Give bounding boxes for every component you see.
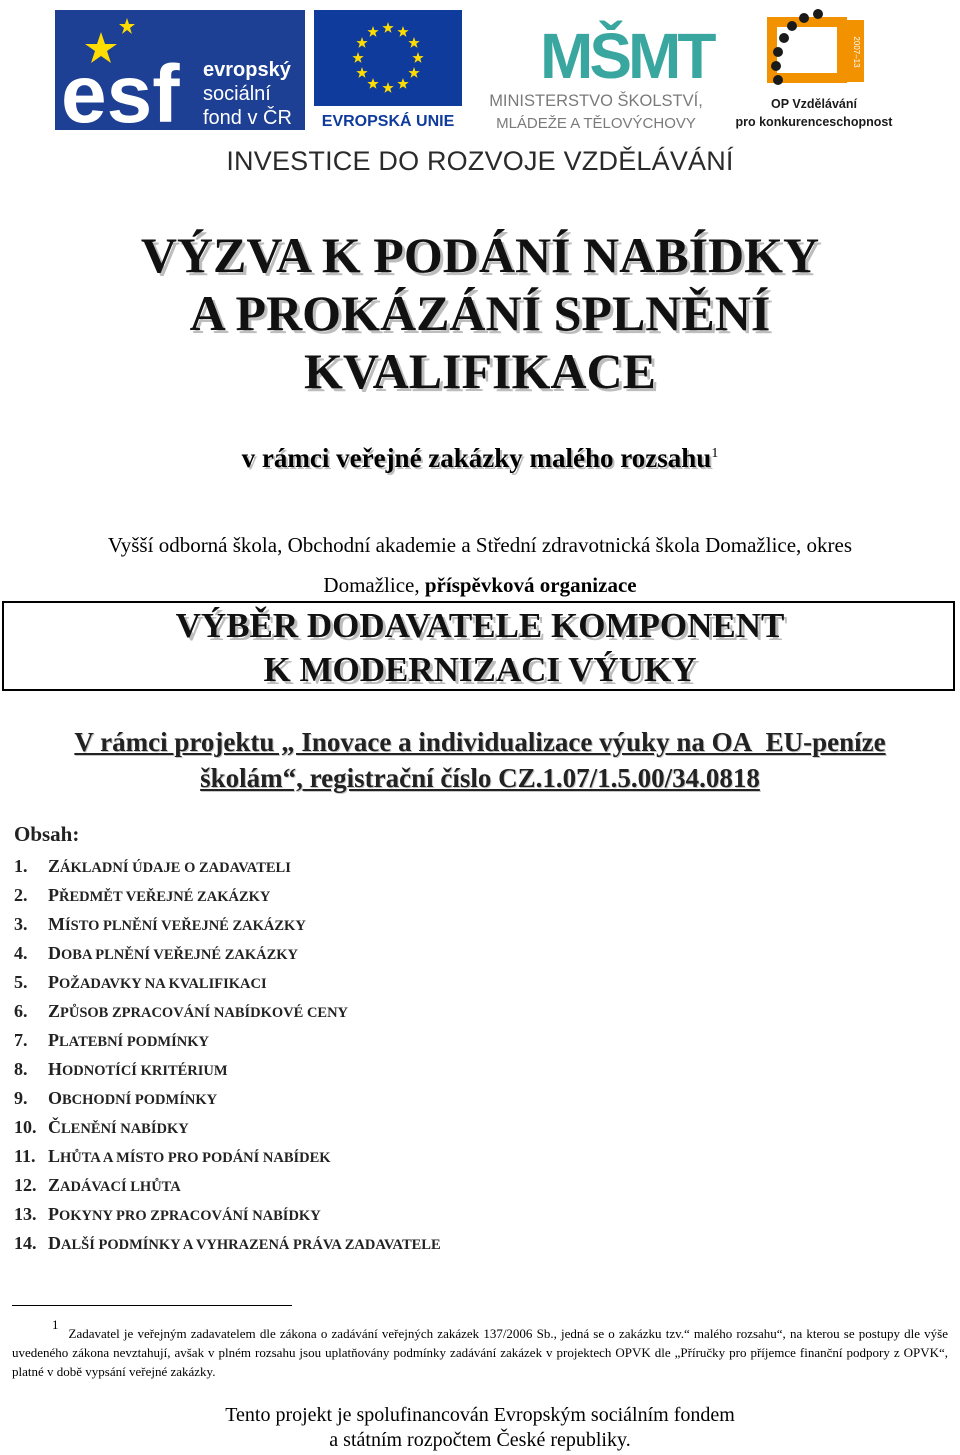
toc-item: 14. DALŠÍ PODMÍNKY A VYHRAZENÁ PRÁVA ZADAVATELE bbox=[14, 1233, 441, 1253]
toc-item: 5. POŽADAVKY NA KVALIFIKACI bbox=[14, 972, 267, 992]
organization-line-1: Vyšší odborná škola, Obchodní akademie a Střední zdravotnická škola Domažlice, okres bbox=[107, 533, 853, 557]
op-vzdelavani-logo bbox=[732, 8, 897, 132]
title-line-2: A PROKÁZÁNÍ SPLNĚNÍ bbox=[189, 285, 771, 341]
toc-item: 3. MÍSTO PLNĚNÍ VEŘEJNÉ ZAKÁZKY bbox=[14, 914, 306, 934]
svg-text:evropský: evropský bbox=[203, 59, 291, 81]
svg-text:2007–13: 2007–13 bbox=[852, 36, 861, 68]
toc-item: 8. HODNOTÍCÍ KRITÉRIUM bbox=[14, 1059, 228, 1079]
eu-flag-logo bbox=[314, 10, 462, 130]
project-reference: V rámci projektu „ Inovace a individualizace výuky na OA_EU-peníze školám“, registrační číslo CZ.1.07/1.5.00/34.0818 bbox=[74, 727, 886, 793]
toc-item: 1. ZÁKLADNÍ ÚDAJE O ZADAVATELI bbox=[14, 856, 291, 876]
esf-logo bbox=[55, 10, 305, 130]
esf-mark: esf bbox=[61, 49, 180, 130]
title-line-3: KVALIFIKACE bbox=[304, 343, 656, 399]
svg-text:EVROPSKÁ UNIE: EVROPSKÁ UNIE bbox=[321, 113, 455, 130]
svg-text:OP Vzdělávání: OP Vzdělávání bbox=[771, 97, 857, 111]
toc-item: 13. POKYNY PRO ZPRACOVÁNÍ NABÍDKY bbox=[14, 1204, 321, 1224]
toc-item: 7. PLATEBNÍ PODMÍNKY bbox=[14, 1030, 209, 1050]
document-title bbox=[0, 226, 960, 400]
svg-text:MINISTERSTVO ŠKOLSTVÍ,: MINISTERSTVO ŠKOLSTVÍ, bbox=[489, 92, 703, 110]
organization-line-2: Domažlice, příspěvková organizace bbox=[323, 573, 637, 597]
table-of-contents bbox=[14, 852, 441, 1258]
footnote: $^1$Zadavatel je veřejným zadavatelem dle zákona o zadávání veřejných zakázek 137/2006 Sb., jedná se o zakázku tzv.“ malého rozsahu“, na kterou se postupy dle výše uvedeného zákona nevztahují, avšak v plném rozsahu jsou uplatňovány podmínky zadávání zakázek v projektech OPVK dle „Příručky pro příjemce finanční podpory z OPVK“, platné v době vypsání veřejné zakázky. bbox=[12, 1317, 948, 1379]
cofinance-statement: Tento projekt je spolufinancován Evropským sociálním fondem a státním rozpočtem České republiky. bbox=[225, 1404, 735, 1451]
toc-item: 9. OBCHODNÍ PODMÍNKY bbox=[14, 1088, 218, 1108]
document-subtitle: v rámci veřejné zakázky malého rozsahu$^1$ bbox=[241, 443, 719, 473]
toc-item: 6. ZPŮSOB ZPRACOVÁNÍ NABÍDKOVÉ CENY bbox=[14, 1001, 349, 1021]
toc-item: 10. ČLENĚNÍ NABÍDKY bbox=[14, 1117, 189, 1137]
title-line-1: VÝZVA K PODÁNÍ NABÍDKY bbox=[140, 227, 820, 283]
footnote-ref: 1 bbox=[711, 446, 719, 461]
toc-item: 2. PŘEDMĚT VEŘEJNÉ ZAKÁZKY bbox=[14, 885, 271, 905]
svg-text:pro konkurenceschopnost: pro konkurenceschopnost bbox=[735, 115, 893, 129]
svg-text:sociální: sociální bbox=[203, 83, 271, 105]
footnote-divider bbox=[12, 1305, 292, 1306]
toc-item: 4. DOBA PLNĚNÍ VEŘEJNÉ ZAKÁZKY bbox=[14, 943, 299, 963]
box-title: VÝBĚR DODAVATELE KOMPONENT K MODERNIZACI VÝUKY bbox=[175, 606, 785, 689]
toc-item: 11. LHŮTA A MÍSTO PRO PODÁNÍ NABÍDEK bbox=[14, 1146, 331, 1166]
msmt-mark: MŠMT bbox=[540, 20, 713, 92]
svg-text:fond v ČR: fond v ČR bbox=[203, 107, 292, 129]
toc-item: 12. ZADÁVACÍ LHŮTA bbox=[14, 1175, 181, 1195]
svg-text:MLÁDEŽE A TĚLOVÝCHOVY: MLÁDEŽE A TĚLOVÝCHOVY bbox=[496, 115, 696, 132]
msmt-logo bbox=[470, 8, 722, 132]
toc-heading: Obsah: bbox=[14, 822, 80, 846]
investice-banner: INVESTICE DO ROZVOJE VZDĚLÁVÁNÍ bbox=[226, 146, 734, 176]
